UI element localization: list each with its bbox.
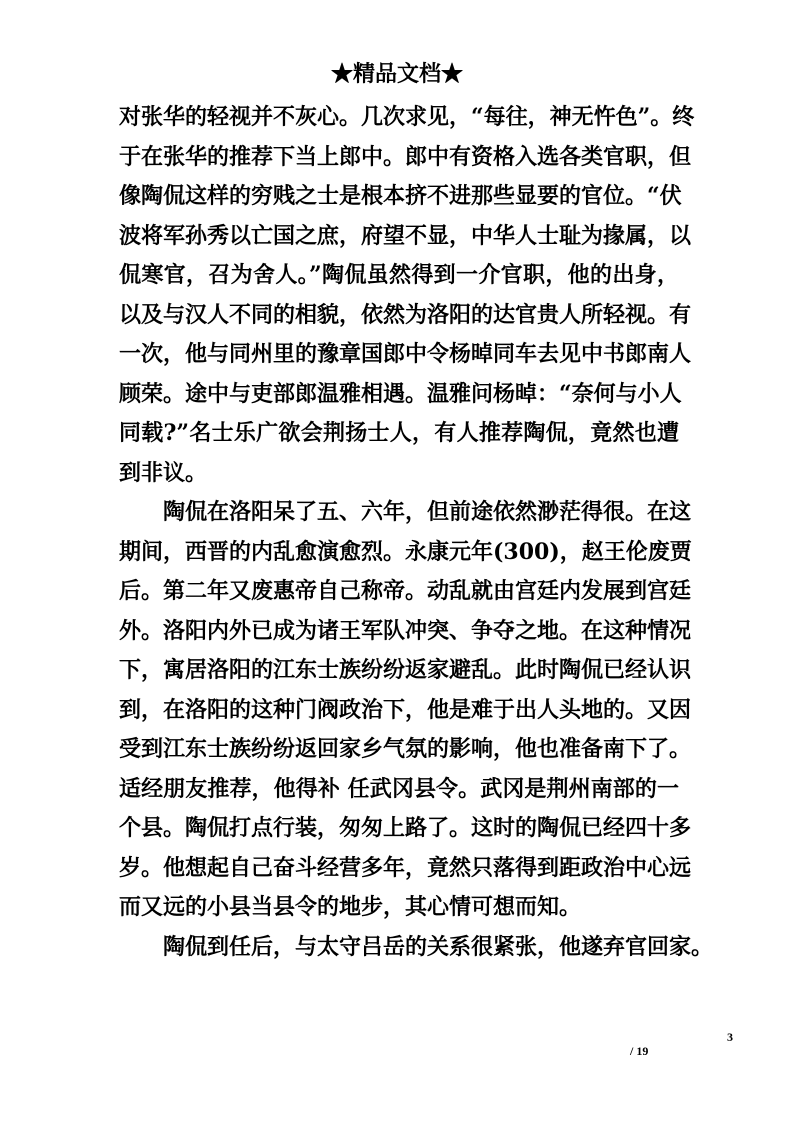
paragraph-first-line: 陶侃在洛阳呆了五、六年，但前途依然渺茫得很。在这 — [163, 499, 692, 525]
text-line: 波将军孙秀以亡国之庶，府望不显，中华人士耻为掾属，以 — [119, 222, 692, 249]
text-line: 适经朋友推荐，他得补 任武冈县令。武冈是荆州南部的一 — [119, 775, 679, 802]
text-line: 到非议。 — [119, 459, 208, 486]
text-line: 个县。陶侃打点行装，匆匆上路了。这时的陶侃已经四十多 — [119, 815, 692, 841]
text-line: 下，寓居洛阳的江东士族纷纷返家避乱。此时陶侃已经认识 — [119, 657, 692, 683]
text-line: 期间，西晋的内乱愈演愈烈。永康元年(300)，赵王伦废贾 — [119, 538, 692, 565]
document-header-title: ★精品文档★ — [330, 61, 463, 87]
text-line: 到，在洛阳的这种门阀政治下，他是难于出人头地的。又因 — [119, 696, 692, 723]
text-line: 后。第二年又废惠帝自己称帝。动乱就由宫廷内发展到宫廷 — [119, 578, 692, 604]
text-line: 以及与汉人不同的相貌，依然为洛阳的达官贵人所轻视。有 — [119, 301, 692, 328]
text-line: 外。洛阳内外已成为诸王军队冲突、争夺之地。在这种情况 — [119, 617, 692, 644]
text-line: 像陶侃这样的穷贱之士是根本挤不进那些显要的官位。“伏 — [119, 183, 682, 209]
paragraph-first-line: 陶侃到任后，与太守吕岳的关系很紧张，他遂弃官回家。 — [163, 933, 714, 960]
text-line: 而又远的小县当县令的地步，其心情可想而知。 — [119, 894, 582, 920]
text-line: 受到江东士族纷纷返回家乡气氛的影响，他也准备南下了。 — [119, 736, 692, 762]
text-line: 于在张华的推荐下当上郎中。郎中有资格入选各类官职，但 — [119, 143, 692, 170]
text-line: 同载?”名士乐广欲会荆扬士人，有人推荐陶侃，竟然也遭 — [119, 420, 679, 446]
document-body — [119, 98, 714, 967]
text-line: 顾荣。途中与吏部郎温雅相遇。温雅问杨晫：“奈何与小人 — [119, 380, 682, 407]
text-line: 侃寒官，召为舍人。”陶侃虽然得到一介官职，他的出身， — [119, 262, 679, 288]
page-number: 3 — [727, 1030, 733, 1044]
text-line: 岁。他想起自己奋斗经营多年，竟然只落得到距政治中心远 — [119, 854, 692, 881]
text-line: 对张华的轻视并不灰心。几次求见，“每往，神无忤色”。终 — [119, 104, 695, 130]
page-total: / 19 — [630, 1044, 649, 1058]
text-line: 一次，他与同州里的豫章国郎中令杨晫同车去见中书郎南人 — [119, 341, 692, 367]
